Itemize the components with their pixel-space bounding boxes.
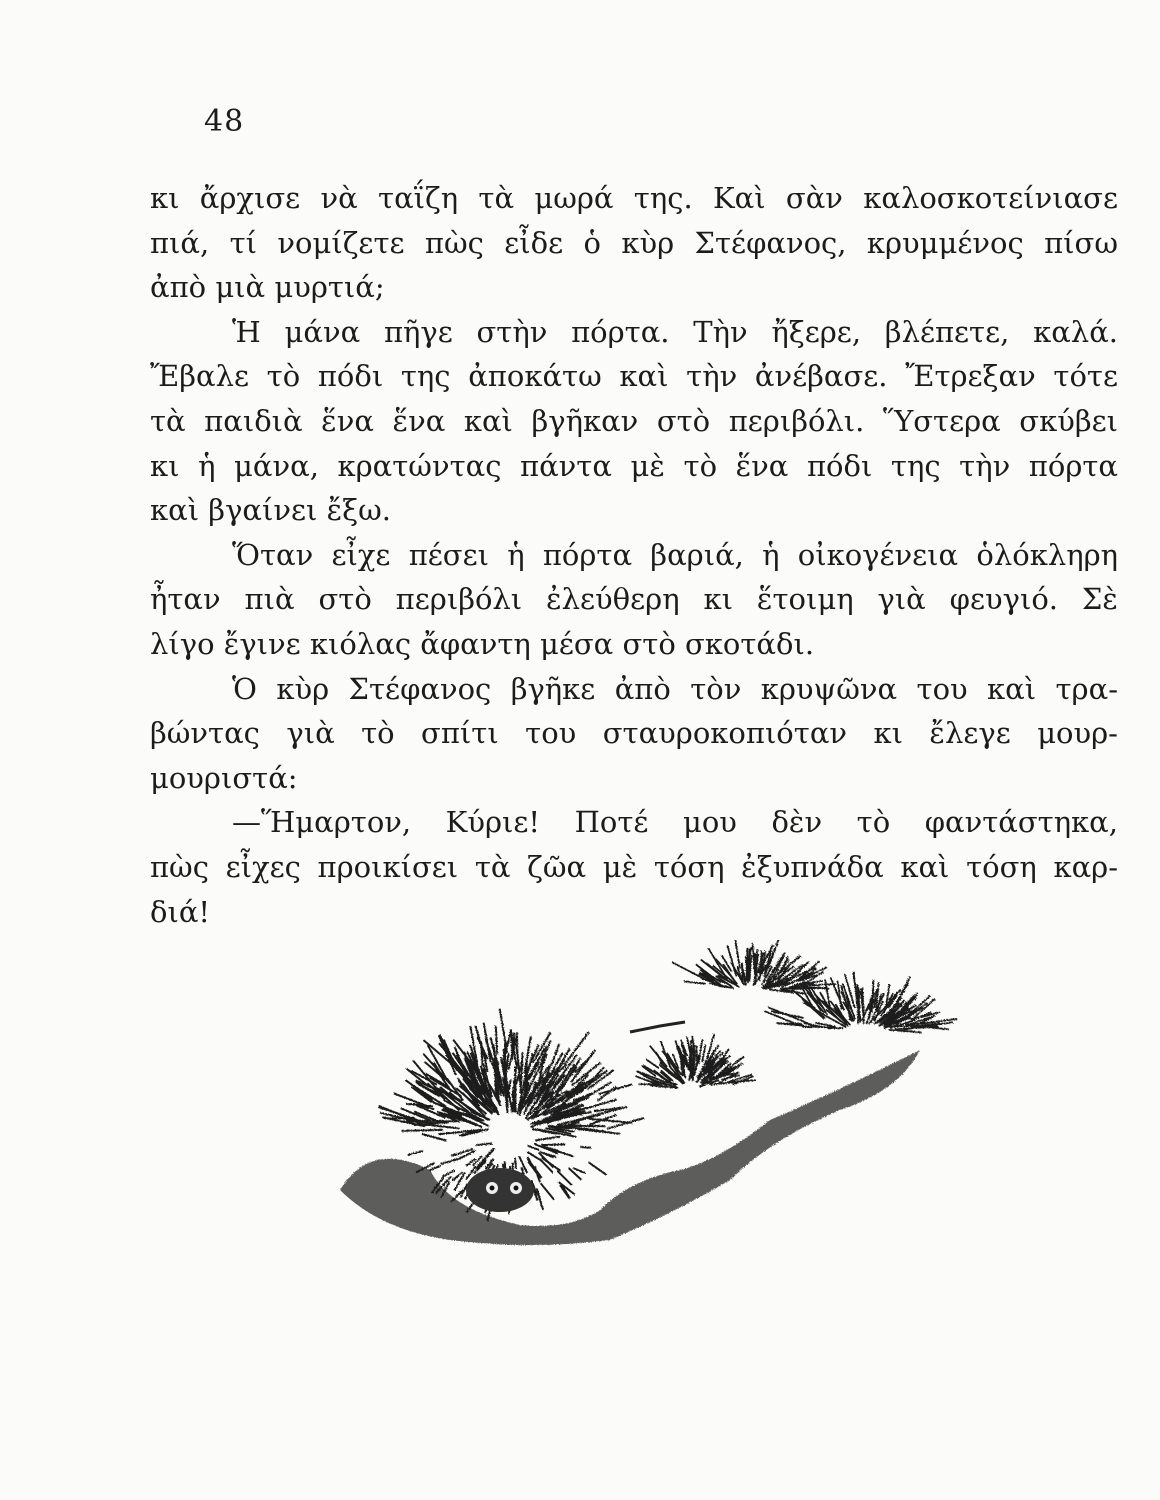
text-line: πὼς εἶχες προικίσει τὰ ζῶα μὲ τόση ἐξυπνάδα καὶ τόση καρ- <box>150 849 1118 884</box>
text-line: Ὅταν εἶχε πέσει ἡ πόρτα βαριά, ἡ οἰκογένεια ὁλόκληρη <box>232 537 1118 572</box>
text-line: Ἡ μάνα πῆγε στὴν πόρτα. Τὴν ἤξερε, βλέπετε, καλά. <box>232 314 1118 349</box>
text-line: διά! <box>150 894 211 929</box>
page-number: 48 <box>204 104 245 139</box>
text-line: Ἔβαλε τὸ πόδι της ἀποκάτω καὶ τὴν ἀνέβασε. Ἔτρεξαν τότε <box>150 359 1118 394</box>
hedgehog-family-illustration <box>300 940 960 1260</box>
text-line: ἦταν πιὰ στὸ περιβόλι ἐλεύθερη κι ἕτοιμη γιὰ φευγιό. Σὲ <box>150 582 1118 617</box>
hedgehog-small <box>636 1034 756 1088</box>
hedgehog-top <box>672 940 836 994</box>
text-line: Ὁ κὺρ Στέφανος βγῆκε ἀπὸ τὸν κρυψῶνα του καὶ τρα- <box>232 671 1118 706</box>
text-line: πιά, τί νομίζετε πὼς εἶδε ὁ κὺρ Στέφανος, κρυμμένος πίσω <box>150 225 1118 260</box>
text-line: βώντας γιὰ τὸ σπίτι του σταυροκοπιόταν κι ἔλεγε μουρ- <box>150 716 1118 751</box>
text-line: καὶ βγαίνει ἔξω. <box>150 493 391 528</box>
text-line: λίγο ἔγινε κιόλας ἄφαντη μέσα στὸ σκοτάδι. <box>150 626 815 661</box>
text-line: κι ἄρχισε νὰ ταΐζη τὰ μωρά της. Καὶ σὰν καλοσκοτείνιασε <box>150 181 1118 215</box>
body-text <box>150 176 1118 934</box>
text-line: ἀπὸ μιὰ μυρτιά; <box>150 270 385 305</box>
text-line: μουριστά: <box>150 760 298 795</box>
text-line: —Ἥμαρτον, Κύριε! Ποτέ μου δὲν τὸ φαντάστηκα, <box>232 805 1118 840</box>
text-line: κι ἡ μάνα, κρατώντας πάντα μὲ τὸ ἕνα πόδι της τὴν πόρτα <box>150 448 1118 483</box>
text-line: τὰ παιδιὰ ἕνα ἕνα καὶ βγῆκαν στὸ περιβόλι. Ὕστερα σκύβει <box>150 403 1118 438</box>
